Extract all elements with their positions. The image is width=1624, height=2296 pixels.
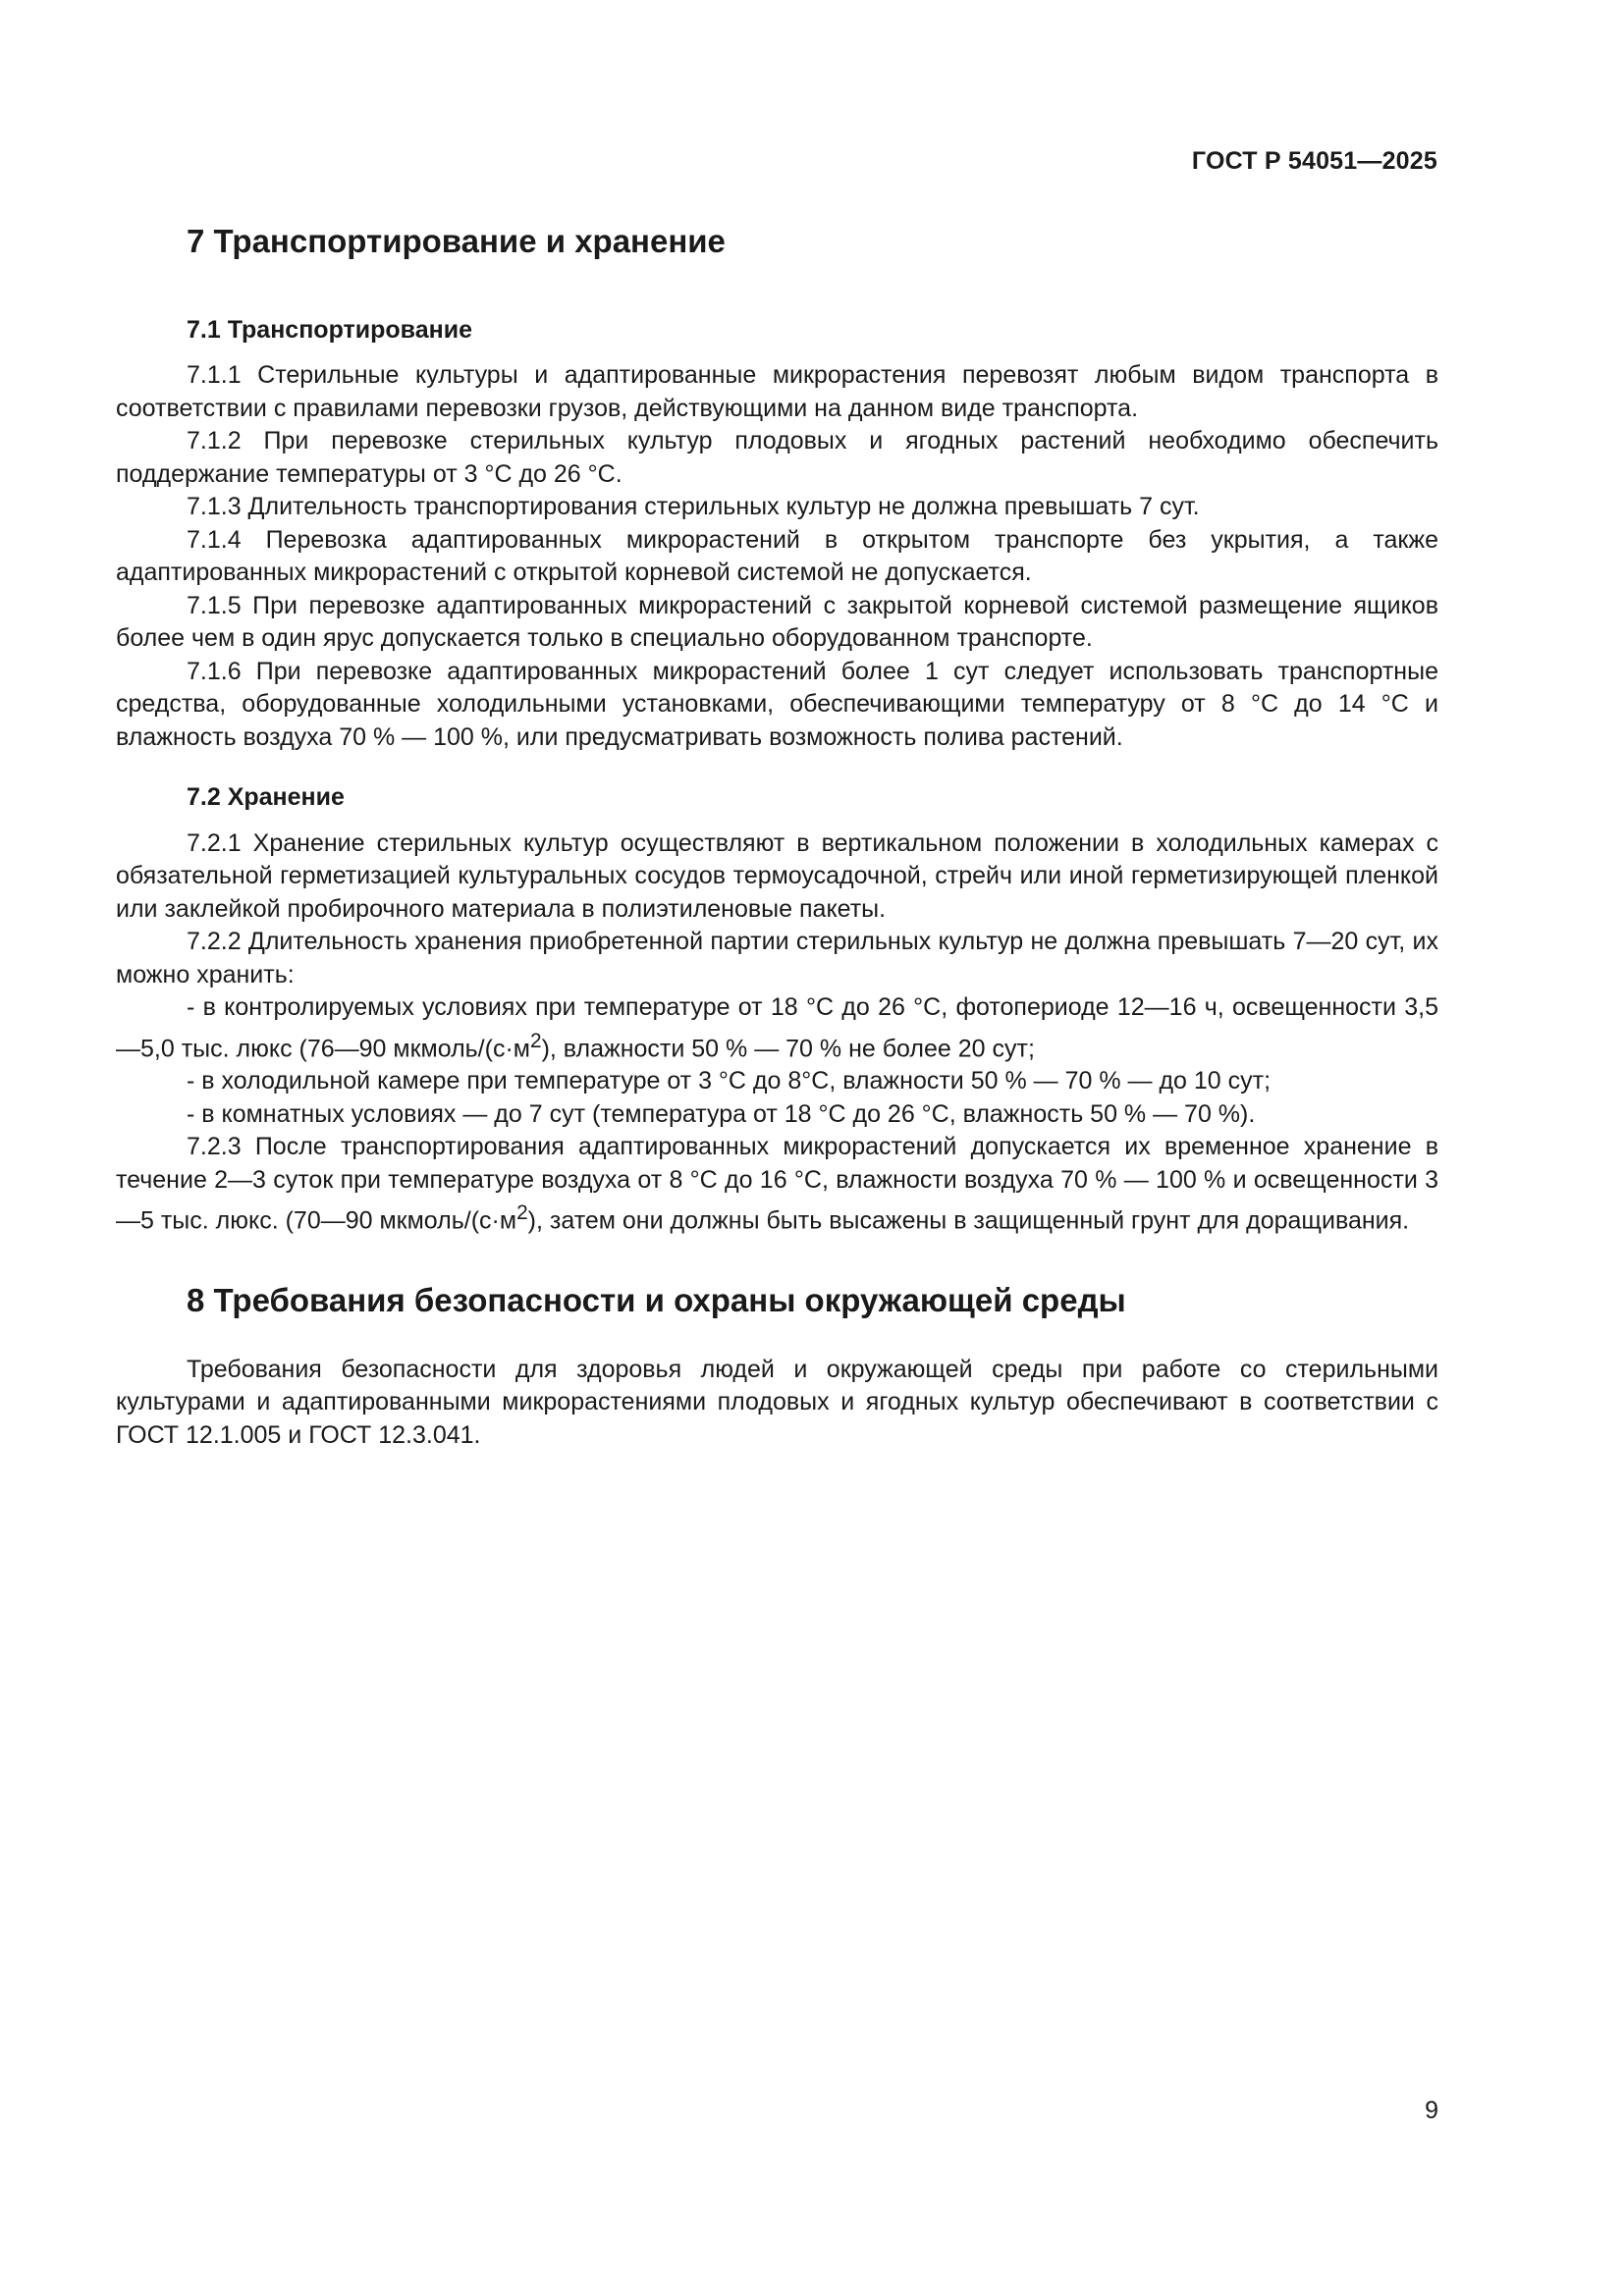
paragraph-7-1-1: 7.1.1 Стерильные культуры и адаптированные микрорастения перевозят любым видом транспорта в соответствии с правилами перевозки грузов, действующими на данном виде транспорта.: [116, 361, 1438, 422]
paragraph-7-1-6: 7.1.6 При перевозке адаптированных микрорастений более 1 сут следует использовать транспортные средства, оборудованные холодильными установками, обеспечивающими температуру от 8 °С до 14 °С и влажность воздуха 70 % — 100 %, или предусматривать возможность полива растений.: [116, 657, 1438, 751]
list-item-room-conditions: - в комнатных условиях — до 7 сут (температура от 18 °С до 26 °С, влажность 50 % — 70 %).: [187, 1099, 1256, 1128]
paragraph-text: ), затем они должны быть высажены в защищенный грунт для доращивания.: [527, 1206, 1410, 1235]
list-item-text: ), влажности 50 % — 70 % не более 20 сут;: [541, 1034, 1035, 1062]
paragraph-7-2-1: 7.2.1 Хранение стерильных культур осуществляют в вертикальном положении в холодильных камерах с обязательной герметизацией культуральных сосудов термоусадочной, стрейч или иной герметизирующей пленкой или заклейкой пробирочного материала в полиэтиленовые пакеты.: [116, 828, 1438, 923]
paragraph-text: 7.2.3 После транспортирования адаптированных микрорастений допускается их временное хранение в течение 2—3 суток при температуре воздуха от 8 °С до 16 °С, влажности воздуха 70 % — 100 % и освещенности 3—5 тыс. люкс. (70—90 мкмоль/(с·м: [116, 1133, 1438, 1235]
subsection-7-1-title: 7.1 Транспортирование: [187, 315, 472, 344]
paragraph-8: Требования безопасности для здоровья людей и окружающей среды при работе со стерильными культурами и адаптированными микрорастениями плодовых и ягодных культур обеспечивают в соответствии с ГОСТ 12.1.005 и ГОСТ 12.3.041.: [116, 1355, 1438, 1449]
paragraph-7-1-4: 7.1.4 Перевозка адаптированных микрорастений в открытом транспорте без укрытия, а также адаптированных микрорастений с открытой корневой системой не допускается.: [116, 525, 1438, 587]
document-code: ГОСТ Р 54051—2025: [1191, 147, 1437, 175]
page-number: 9: [1425, 2097, 1438, 2124]
superscript: 2: [516, 1201, 528, 1225]
page-content: [116, 222, 1438, 1452]
section-8-title: 8 Требования безопасности и охраны окружающей среды: [187, 1282, 1126, 1319]
list-item-cold-chamber: - в холодильной камере при температуре от 3 °С до 8°С, влажности 50 % — 70 % — до 10 сут;: [187, 1067, 1272, 1095]
paragraph-7-1-5: 7.1.5 При перевозке адаптированных микрорастений с закрытой корневой системой размещение ящиков более чем в один ярус допускается только в специально оборудованном транспорте.: [116, 591, 1438, 653]
list-item-text: - в контролируемых условиях при температуре от 18 °С до 26 °С, фотопериоде 12—16 ч, освещенности 3,5—5,0 тыс. люкс (76—90 мкмоль/(с·м: [116, 993, 1438, 1062]
paragraph-7-2-2: 7.2.2 Длительность хранения приобретенной партии стерильных культур не должна превышать 7—20 сут, их можно хранить:: [116, 928, 1438, 988]
section-7-title: 7 Транспортирование и хранение: [187, 223, 726, 259]
paragraph-7-1-2: 7.1.2 При перевозке стерильных культур плодовых и ягодных растений необходимо обеспечить поддержание температуры от 3 °С до 26 °С.: [116, 427, 1438, 488]
list-item-controlled-conditions: [116, 991, 1438, 1065]
paragraph-7-2-3: [116, 1131, 1438, 1238]
subsection-7-2-title: 7.2 Хранение: [187, 783, 345, 812]
paragraph-7-1-3: 7.1.3 Длительность транспортирования стерильных культур не должна превышать 7 сут.: [187, 493, 1200, 521]
superscript: 2: [529, 1029, 542, 1052]
